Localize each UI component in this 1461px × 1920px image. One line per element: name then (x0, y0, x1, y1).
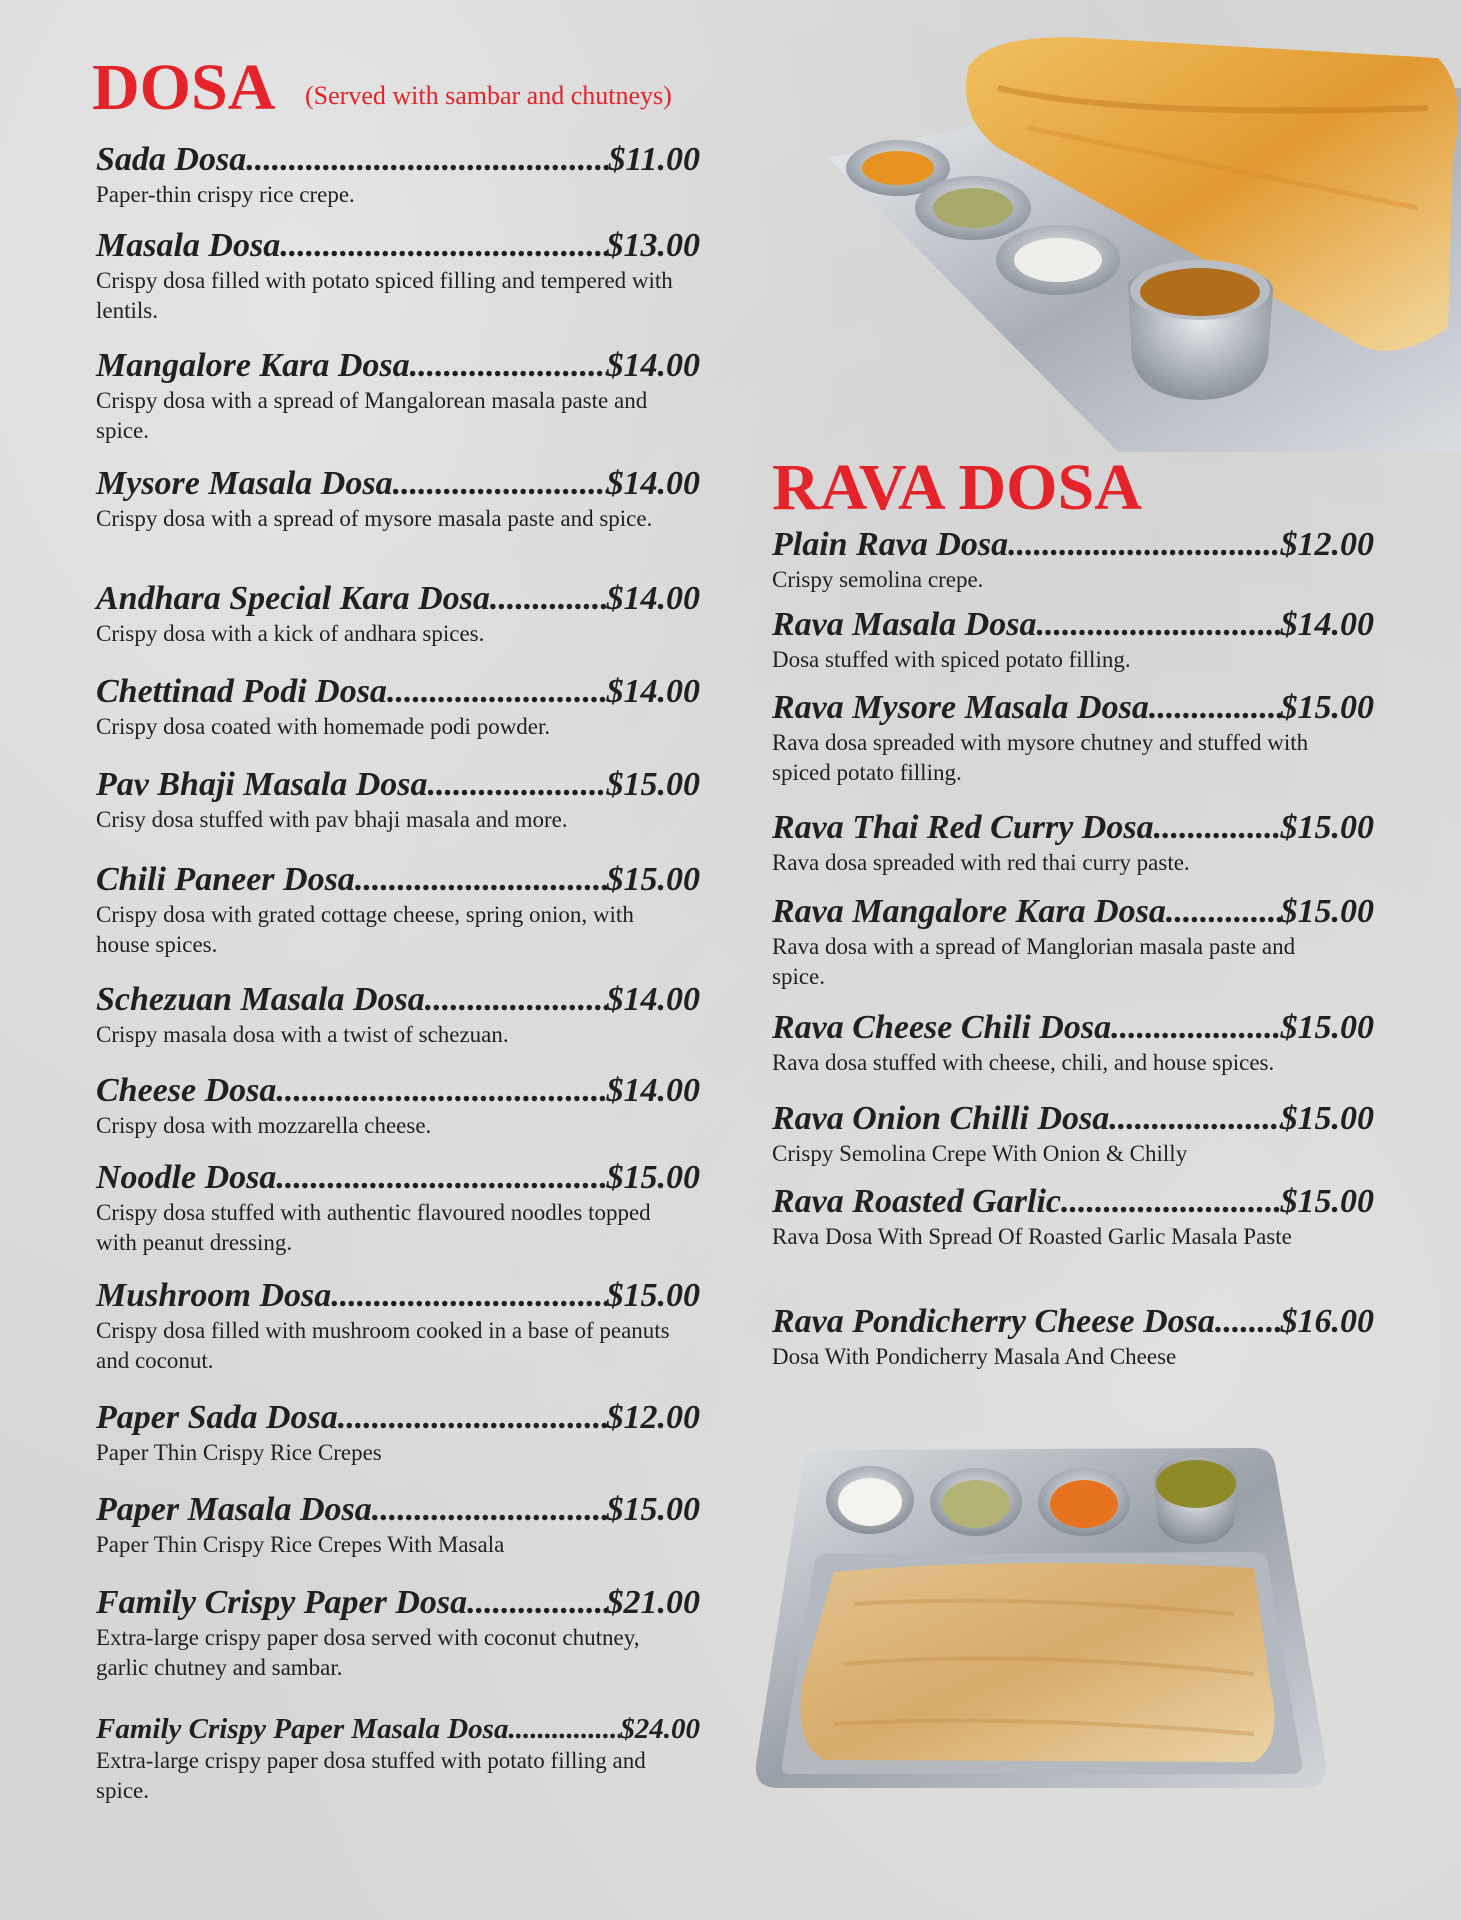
item-description: Crispy dosa with a spread of Mangalorean masala paste and spice. (96, 387, 648, 443)
item-name: Chettinad Podi Dosa (96, 673, 387, 710)
item-price: $14.00 (1280, 606, 1374, 643)
menu-item (772, 1101, 1374, 1169)
item-price: $12.00 (606, 1399, 700, 1436)
item-description: Extra-large crispy paper dosa served with coconut chutney, garlic chutney and sambar. (96, 1624, 640, 1680)
item-name: Paper Masala Dosa (96, 1491, 372, 1528)
item-price: $15.00 (1280, 689, 1374, 726)
item-description: Paper Thin Crispy Rice Crepes (96, 1439, 382, 1465)
item-name: Noodle Dosa (96, 1159, 277, 1196)
item-price: $15.00 (1280, 1009, 1374, 1046)
menu-item (96, 1585, 700, 1682)
dosa-section-title: DOSA (92, 51, 276, 124)
item-name: Rava Pondicherry Cheese Dosa (772, 1303, 1215, 1340)
item-description: Dosa With Pondicherry Masala And Cheese (772, 1343, 1177, 1369)
item-price: $14.00 (606, 981, 700, 1018)
item-description: Crispy Semolina Crepe With Onion & Chilly (772, 1140, 1188, 1166)
menu-item (772, 690, 1374, 787)
item-price: $15.00 (606, 1491, 700, 1528)
item-description: Crispy semolina crepe. (772, 566, 984, 592)
item-price: $15.00 (1280, 893, 1374, 930)
item-description: Dosa stuffed with spiced potato filling. (772, 646, 1131, 672)
menu-item (96, 862, 700, 959)
item-price: $14.00 (606, 1072, 700, 1109)
item-description: Crispy dosa stuffed with authentic flavoured noodles topped with peanut dressing. (96, 1199, 651, 1255)
menu-item (96, 674, 700, 742)
item-price: $14.00 (606, 580, 700, 617)
menu-item (772, 1304, 1374, 1372)
menu-item (772, 810, 1374, 878)
menu-item (96, 1400, 700, 1468)
menu-item (96, 1492, 700, 1560)
item-description: Crispy dosa filled with potato spiced filling and tempered with lentils. (96, 267, 673, 323)
menu-item (96, 982, 700, 1050)
item-description: Rava dosa stuffed with cheese, chili, and house spices. (772, 1049, 1275, 1075)
item-name: Pav Bhaji Masala Dosa (96, 766, 428, 803)
item-name: Chili Paneer Dosa (96, 861, 355, 898)
item-price: $15.00 (606, 766, 700, 803)
item-name: Family Crispy Paper Masala Dosa (96, 1713, 509, 1745)
menu-item (96, 767, 700, 835)
item-name: Mysore Masala Dosa (96, 465, 393, 502)
item-name: Mangalore Kara Dosa (96, 347, 410, 384)
item-price: $15.00 (1280, 809, 1374, 846)
item-price: $11.00 (608, 141, 700, 178)
item-name: Rava Thai Red Curry Dosa (772, 809, 1154, 846)
masala-dosa-tray-photo (828, 28, 1461, 452)
item-description: Rava Dosa With Spread Of Roasted Garlic Masala Paste (772, 1223, 1292, 1249)
item-name: Mushroom Dosa (96, 1277, 332, 1314)
item-name: Rava Masala Dosa (772, 606, 1037, 643)
menu-item (96, 1160, 700, 1257)
item-price: $14.00 (606, 673, 700, 710)
item-name: Rava Cheese Chili Dosa (772, 1009, 1112, 1046)
item-description: Paper Thin Crispy Rice Crepes With Masala (96, 1531, 505, 1557)
item-description: Crispy dosa filled with mushroom cooked in a base of peanuts and coconut. (96, 1317, 670, 1373)
menu-item (96, 228, 700, 325)
item-description: Crisy dosa stuffed with pav bhaji masala and more. (96, 806, 568, 832)
menu-item (772, 607, 1374, 675)
item-description: Crispy dosa with grated cottage cheese, spring onion, with house spices. (96, 901, 634, 957)
item-price: $14.00 (606, 465, 700, 502)
item-name: Plain Rava Dosa (772, 526, 1009, 563)
menu-item (772, 894, 1374, 991)
item-description: Paper-thin crispy rice crepe. (96, 181, 355, 207)
rava-dosa-section-title: RAVA DOSA (772, 451, 1142, 524)
item-description: Rava dosa spreaded with mysore chutney and stuffed with spiced potato filling. (772, 729, 1309, 785)
item-name: Paper Sada Dosa (96, 1399, 338, 1436)
item-description: Crispy dosa coated with homemade podi powder. (96, 713, 551, 739)
menu-item (96, 581, 700, 649)
item-name: Rava Roasted Garlic (772, 1183, 1061, 1220)
item-price: $15.00 (606, 1159, 700, 1196)
item-price: $16.00 (1280, 1303, 1374, 1340)
menu-item (96, 1278, 700, 1375)
item-price: $14.00 (606, 347, 700, 384)
item-description: Crispy dosa with a spread of mysore masala paste and spice. (96, 505, 653, 531)
item-name: Sada Dosa (96, 141, 247, 178)
menu-item (96, 142, 700, 210)
item-name: Rava Mangalore Kara Dosa (772, 893, 1166, 930)
item-name: Family Crispy Paper Dosa (96, 1584, 468, 1621)
plain-dosa-thali-photo (754, 1444, 1328, 1790)
item-name: Masala Dosa (96, 227, 281, 264)
item-name: Rava Mysore Masala Dosa (772, 689, 1149, 726)
item-name: Rava Onion Chilli Dosa (772, 1100, 1110, 1137)
item-description: Crispy masala dosa with a twist of schezuan. (96, 1021, 509, 1047)
item-price: $15.00 (1280, 1100, 1374, 1137)
item-price: $24.00 (620, 1713, 700, 1745)
item-name: Cheese Dosa (96, 1072, 277, 1109)
item-price: $15.00 (606, 1277, 700, 1314)
item-description: Extra-large crispy paper dosa stuffed with potato filling and spice. (96, 1748, 646, 1804)
menu-item (96, 466, 700, 534)
item-price: $15.00 (1280, 1183, 1374, 1220)
menu-item (96, 348, 700, 445)
item-price: $12.00 (1280, 526, 1374, 563)
item-price: $21.00 (606, 1584, 700, 1621)
menu-item (772, 527, 1374, 595)
menu-item (772, 1184, 1374, 1252)
item-description: Crispy dosa with mozzarella cheese. (96, 1112, 432, 1138)
item-description: Rava dosa spreaded with red thai curry paste. (772, 849, 1190, 875)
menu-item (96, 1073, 700, 1141)
item-name: Schezuan Masala Dosa (96, 981, 425, 1018)
item-description: Crispy dosa with a kick of andhara spices. (96, 620, 485, 646)
menu-item (96, 1714, 700, 1806)
item-description: Rava dosa with a spread of Manglorian masala paste and spice. (772, 933, 1296, 989)
item-price: $13.00 (606, 227, 700, 264)
dosa-section-subtitle: (Served with sambar and chutneys) (305, 81, 672, 110)
menu-item (772, 1010, 1374, 1078)
item-name: Andhara Special Kara Dosa (96, 580, 490, 617)
item-price: $15.00 (606, 861, 700, 898)
